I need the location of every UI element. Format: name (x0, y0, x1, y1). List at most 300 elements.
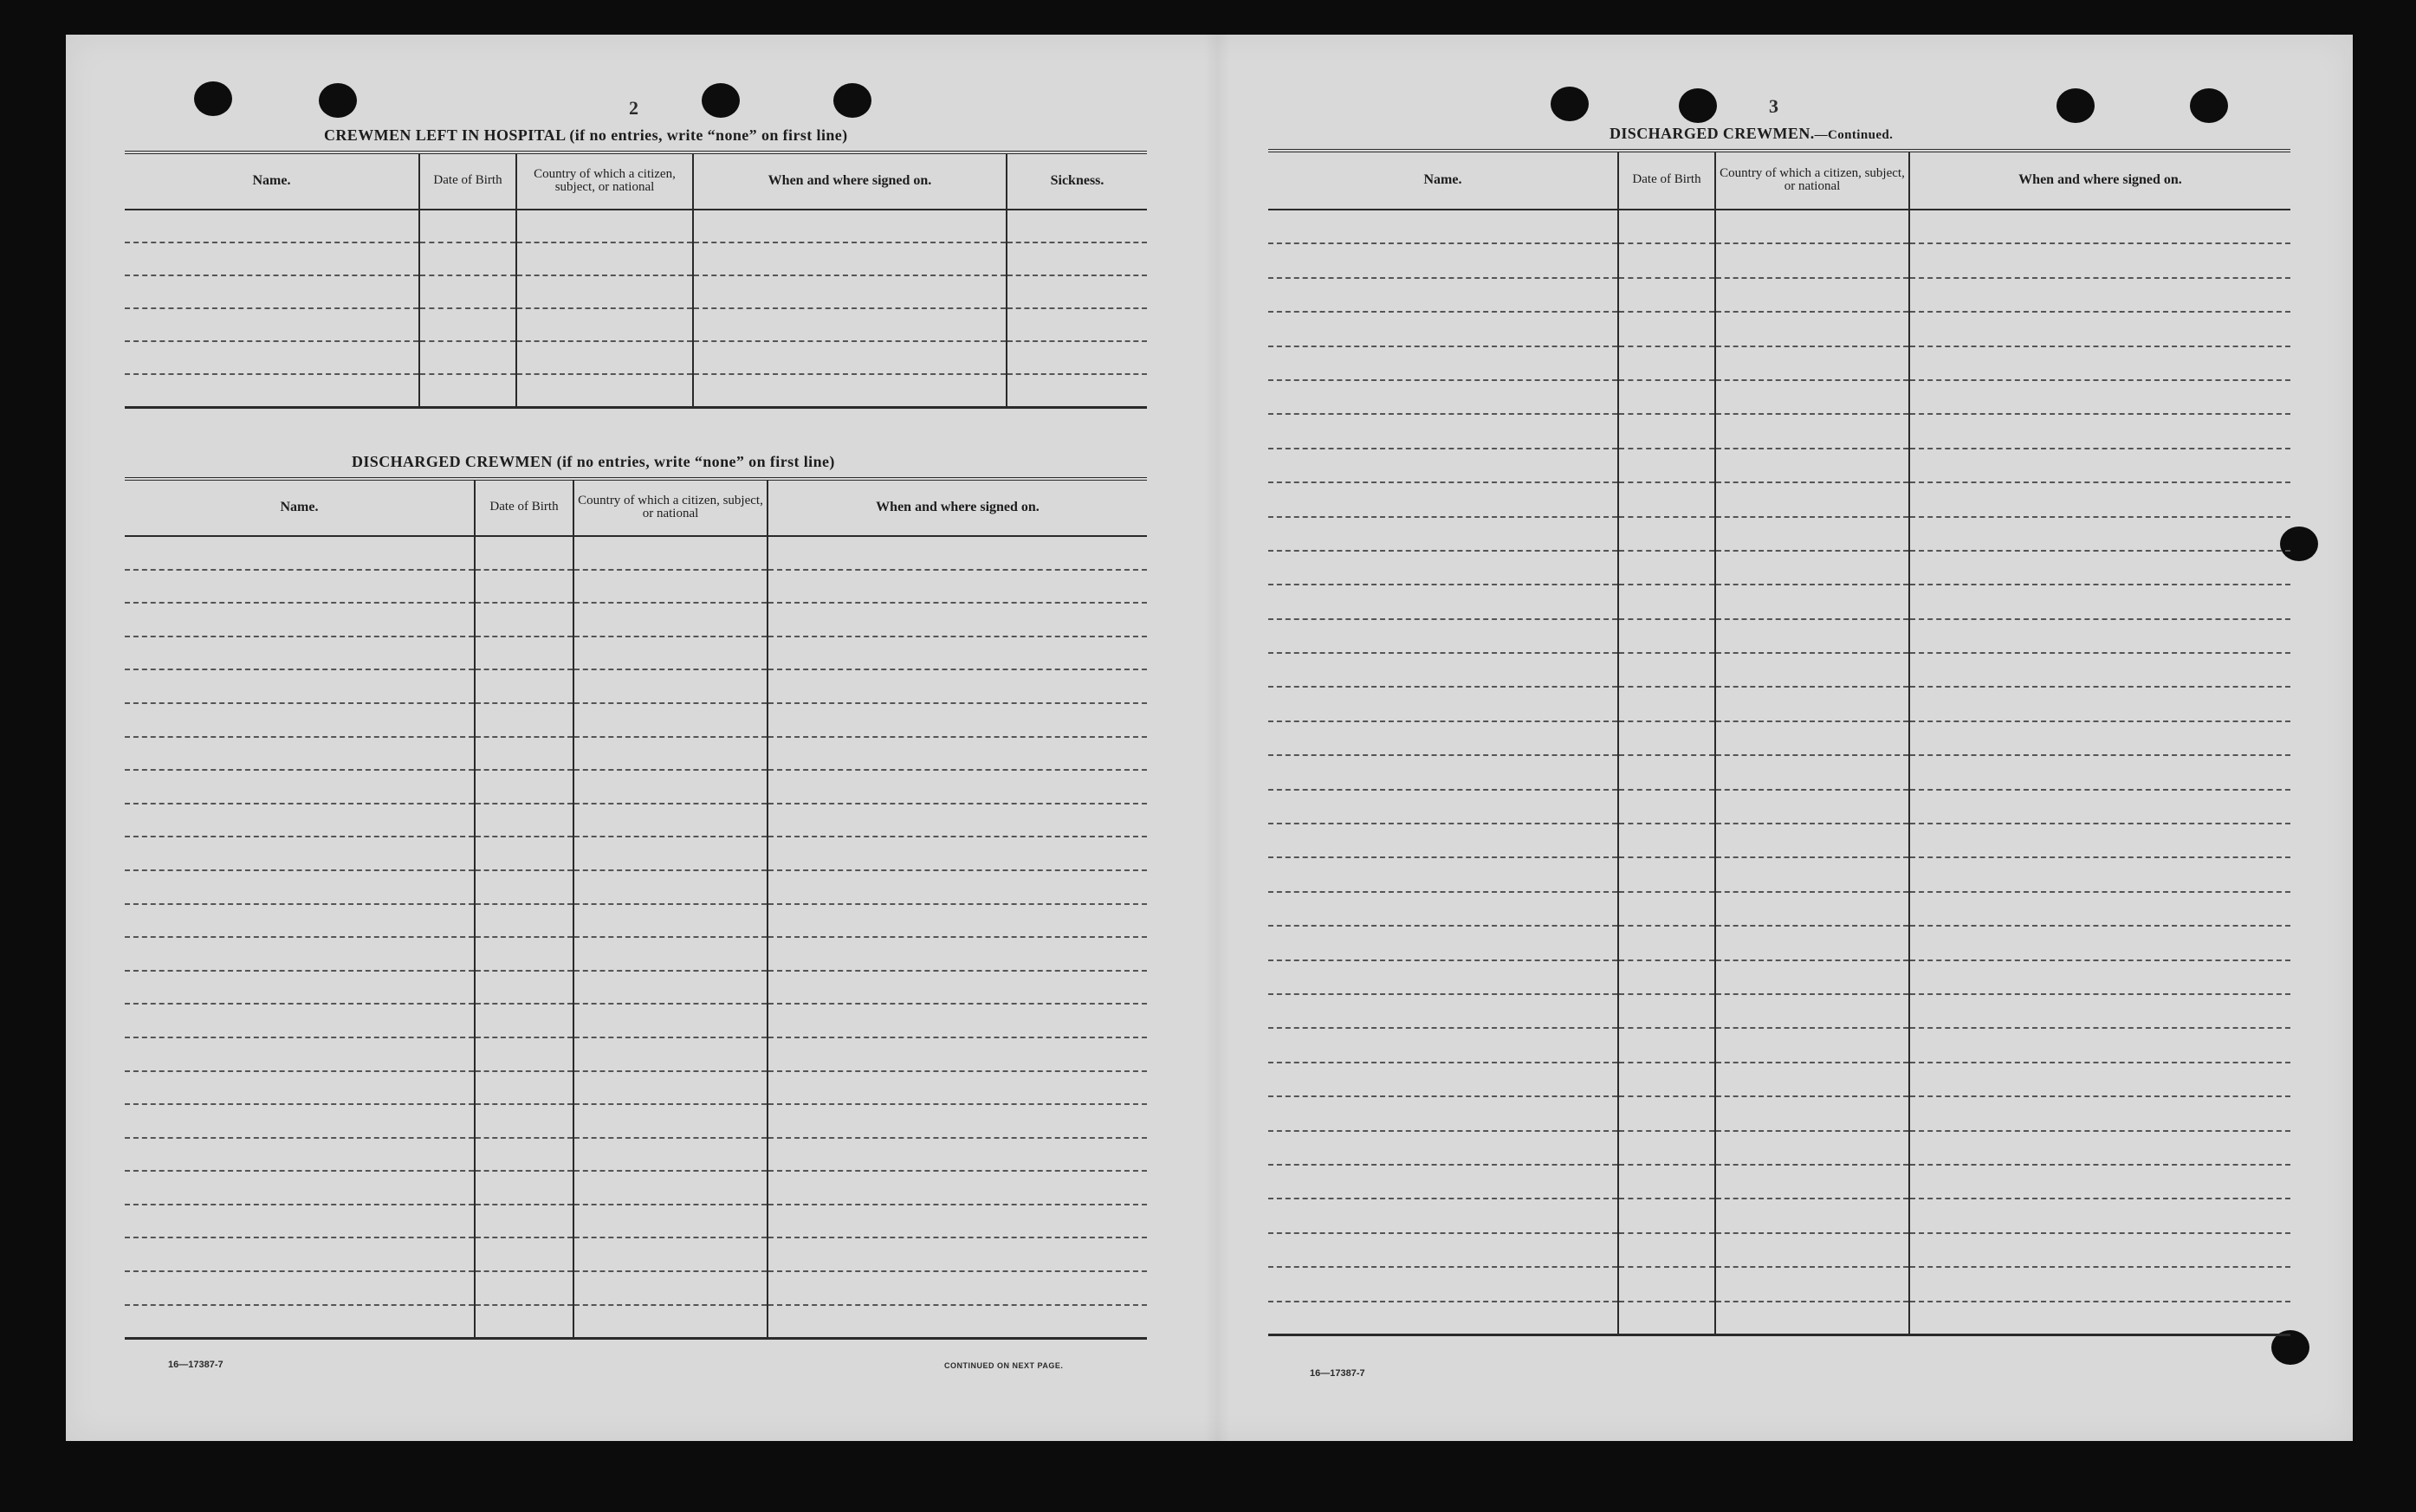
entry-row (125, 275, 1147, 308)
entry-cell (573, 1205, 768, 1238)
entry-row (125, 1004, 1147, 1037)
entry-cell (1268, 414, 1618, 448)
entry-row (1268, 721, 2290, 755)
entry-row (125, 737, 1147, 771)
entry-cell (768, 703, 1147, 737)
entry-cell (573, 1138, 768, 1172)
entry-cell (573, 570, 768, 604)
entry-cell (1909, 346, 2290, 380)
entry-row (125, 971, 1147, 1005)
entry-cell (768, 570, 1147, 604)
entry-cell (573, 1237, 768, 1271)
entry-cell (1715, 346, 1909, 380)
entry-cell (125, 837, 475, 870)
entry-cell (1618, 857, 1715, 891)
entry-cell (1268, 585, 1618, 618)
entry-cell (768, 1104, 1147, 1138)
entry-row (1268, 790, 2290, 824)
entry-cell (573, 770, 768, 804)
page-number-left: 2 (629, 97, 638, 119)
entry-row (1268, 551, 2290, 585)
entry-cell (125, 703, 475, 737)
entry-cell (1715, 1199, 1909, 1232)
entry-cell (475, 603, 573, 636)
entry-cell (1715, 1165, 1909, 1199)
entry-cell (1715, 1063, 1909, 1096)
discharged-table-left (125, 477, 1147, 1340)
column-header-country: Country of which a citizen, subject, or national (573, 479, 768, 536)
entry-cell (1618, 1131, 1715, 1165)
entry-cell (573, 804, 768, 837)
discharged-title-instruction: (if no entries, write “none” on first line) (556, 453, 835, 470)
entry-cell (768, 837, 1147, 870)
entry-cell (475, 837, 573, 870)
entry-cell (1618, 1233, 1715, 1267)
entry-row (125, 536, 1147, 570)
entry-cell (125, 1271, 475, 1305)
entry-cell (768, 770, 1147, 804)
entry-cell (1909, 653, 2290, 687)
punch-hole (702, 83, 740, 118)
entry-cell (1715, 1302, 1909, 1335)
entry-row (125, 242, 1147, 275)
entry-cell (693, 275, 1007, 308)
entry-cell (475, 971, 573, 1005)
entry-cell (1909, 414, 2290, 448)
entry-row (1268, 243, 2290, 277)
punch-hole (2057, 88, 2095, 123)
entry-cell (1268, 1063, 1618, 1096)
entry-cell (768, 1237, 1147, 1271)
entry-cell (768, 1138, 1147, 1172)
entry-cell (1715, 824, 1909, 857)
entry-cell (768, 669, 1147, 703)
entry-cell (516, 210, 693, 242)
entry-cell (1715, 892, 1909, 926)
entry-cell (125, 1205, 475, 1238)
entry-row (125, 374, 1147, 407)
entry-cell (1909, 278, 2290, 312)
entry-cell (768, 1271, 1147, 1305)
entry-cell (1618, 1199, 1715, 1232)
entry-cell (475, 636, 573, 670)
entry-row (125, 1205, 1147, 1238)
entry-cell (1715, 585, 1909, 618)
entry-cell (1715, 994, 1909, 1028)
entry-row (1268, 755, 2290, 789)
entry-cell (1909, 380, 2290, 414)
entry-cell (125, 275, 419, 308)
entry-row (125, 837, 1147, 870)
entry-cell (1007, 308, 1147, 341)
entry-cell (1909, 1199, 2290, 1232)
entry-row (125, 603, 1147, 636)
entry-row (1268, 1233, 2290, 1267)
entry-cell (1715, 551, 1909, 585)
entry-cell (419, 242, 516, 275)
entry-row (1268, 960, 2290, 994)
entry-cell (1268, 551, 1618, 585)
entry-cell (1268, 960, 1618, 994)
entry-cell (125, 1305, 475, 1339)
entry-cell (125, 1237, 475, 1271)
entry-cell (125, 870, 475, 904)
entry-cell (516, 374, 693, 407)
continued-label: —Continued. (1814, 128, 1894, 142)
entry-cell (1268, 926, 1618, 960)
entry-cell (125, 374, 419, 407)
entry-row (125, 636, 1147, 670)
entry-row (125, 308, 1147, 341)
entry-cell (573, 1171, 768, 1205)
entry-cell (125, 536, 475, 570)
entry-cell (1715, 278, 1909, 312)
entry-cell (1909, 1131, 2290, 1165)
entry-cell (1618, 1267, 1715, 1301)
entry-cell (1909, 619, 2290, 653)
entry-row (1268, 346, 2290, 380)
entry-cell (1715, 414, 1909, 448)
entry-cell (1618, 960, 1715, 994)
entry-cell (768, 536, 1147, 570)
form-number-right: 16—17387-7 (1310, 1368, 1365, 1379)
entry-cell (1618, 1302, 1715, 1335)
entry-row (125, 570, 1147, 604)
entry-cell (573, 636, 768, 670)
entry-row (1268, 1028, 2290, 1062)
entry-cell (1618, 926, 1715, 960)
entry-cell (768, 1004, 1147, 1037)
entry-row (1268, 1199, 2290, 1232)
entry-cell (768, 636, 1147, 670)
entry-cell (516, 275, 693, 308)
entry-cell (125, 341, 419, 374)
entry-cell (1715, 653, 1909, 687)
entry-cell (475, 1138, 573, 1172)
column-header-signed-on: When and where signed on. (1909, 151, 2290, 210)
entry-row (1268, 892, 2290, 926)
entry-row (1268, 994, 2290, 1028)
entry-cell (573, 669, 768, 703)
entry-cell (1715, 380, 1909, 414)
entry-cell (475, 1305, 573, 1339)
entry-cell (1268, 1233, 1618, 1267)
entry-cell (516, 341, 693, 374)
entry-row (1268, 449, 2290, 482)
column-header-date-of-birth: Date of Birth (475, 479, 573, 536)
hospital-title-instruction: (if no entries, write “none” on first line) (569, 126, 848, 144)
entry-cell (768, 870, 1147, 904)
entry-cell (1909, 1028, 2290, 1062)
entry-cell (475, 703, 573, 737)
entry-cell (1268, 1096, 1618, 1130)
entry-cell (1715, 517, 1909, 551)
entry-cell (1909, 482, 2290, 516)
entry-cell (1618, 380, 1715, 414)
entry-cell (1909, 790, 2290, 824)
punch-hole (2190, 88, 2228, 123)
entry-cell (125, 1104, 475, 1138)
entry-cell (1715, 1096, 1909, 1130)
entry-cell (1268, 790, 1618, 824)
entry-cell (1618, 551, 1715, 585)
punch-hole (1551, 87, 1589, 121)
entry-cell (125, 308, 419, 341)
entry-cell (125, 603, 475, 636)
entry-cell (768, 1071, 1147, 1105)
entry-cell (475, 1037, 573, 1071)
entry-cell (573, 1271, 768, 1305)
entry-cell (1909, 517, 2290, 551)
discharged-section-title (352, 453, 835, 471)
column-header-country: Country of which a citizen, subject, or national (516, 152, 693, 210)
entry-cell (1909, 210, 2290, 243)
entry-cell (573, 904, 768, 938)
entry-cell (125, 1037, 475, 1071)
entry-cell (125, 770, 475, 804)
entry-cell (1007, 275, 1147, 308)
entry-cell (125, 971, 475, 1005)
entry-cell (1007, 210, 1147, 242)
entry-cell (516, 308, 693, 341)
entry-cell (1909, 243, 2290, 277)
entry-cell (1268, 1302, 1618, 1335)
discharged-continued-text: DISCHARGED CREWMEN. (1610, 125, 1815, 142)
entry-cell (1618, 1096, 1715, 1130)
entry-row (1268, 857, 2290, 891)
entry-cell (1715, 312, 1909, 346)
punch-hole (1679, 88, 1717, 123)
entry-cell (768, 1171, 1147, 1205)
entry-cell (573, 1037, 768, 1071)
entry-cell (475, 937, 573, 971)
entry-cell (1715, 721, 1909, 755)
entry-cell (1268, 653, 1618, 687)
entry-cell (1715, 687, 1909, 720)
entry-cell (419, 308, 516, 341)
entry-cell (1268, 1267, 1618, 1301)
entry-cell (573, 1104, 768, 1138)
entry-cell (1268, 1028, 1618, 1062)
entry-cell (1909, 1063, 2290, 1096)
entry-cell (1715, 755, 1909, 789)
entry-cell (1268, 1199, 1618, 1232)
discharged-title-text: DISCHARGED CREWMEN (352, 453, 553, 470)
entry-row (125, 1138, 1147, 1172)
entry-cell (1909, 755, 2290, 789)
entry-cell (573, 971, 768, 1005)
entry-row (1268, 585, 2290, 618)
entry-row (1268, 619, 2290, 653)
entry-cell (475, 1271, 573, 1305)
entry-cell (1909, 1302, 2290, 1335)
entry-cell (475, 1171, 573, 1205)
punch-hole (319, 83, 357, 118)
entry-cell (1715, 926, 1909, 960)
entry-row (125, 904, 1147, 938)
entry-row (125, 1104, 1147, 1138)
entry-cell (1268, 824, 1618, 857)
entry-cell (1715, 210, 1909, 243)
entry-cell (1007, 242, 1147, 275)
entry-cell (1909, 857, 2290, 891)
entry-row (125, 1237, 1147, 1271)
entry-cell (693, 242, 1007, 275)
entry-cell (1909, 585, 2290, 618)
entry-cell (768, 904, 1147, 938)
entry-row (125, 669, 1147, 703)
entry-cell (1268, 1165, 1618, 1199)
entry-cell (1268, 243, 1618, 277)
entry-cell (1268, 687, 1618, 720)
entry-cell (1007, 341, 1147, 374)
punch-hole (833, 83, 871, 118)
entry-cell (1715, 1267, 1909, 1301)
entry-cell (1618, 312, 1715, 346)
entry-row (125, 804, 1147, 837)
column-header-name: Name. (125, 479, 475, 536)
entry-cell (1268, 346, 1618, 380)
entry-cell (1909, 687, 2290, 720)
entry-cell (1618, 1063, 1715, 1096)
entry-row (1268, 1165, 2290, 1199)
entry-cell (1268, 994, 1618, 1028)
entry-row (125, 937, 1147, 971)
column-header-signed-on: When and where signed on. (693, 152, 1007, 210)
entry-row (125, 870, 1147, 904)
entry-cell (768, 804, 1147, 837)
entry-cell (125, 636, 475, 670)
entry-cell (1618, 449, 1715, 482)
column-header-name: Name. (1268, 151, 1618, 210)
entry-row (125, 703, 1147, 737)
entry-cell (125, 210, 419, 242)
entry-cell (573, 837, 768, 870)
entry-cell (419, 210, 516, 242)
entry-cell (475, 770, 573, 804)
entry-cell (419, 341, 516, 374)
entry-cell (1909, 1233, 2290, 1267)
entry-cell (573, 870, 768, 904)
continued-note: CONTINUED ON NEXT PAGE. (944, 1361, 1064, 1370)
entry-cell (1715, 243, 1909, 277)
entry-cell (1618, 687, 1715, 720)
entry-cell (1909, 960, 2290, 994)
entry-cell (1618, 892, 1715, 926)
entry-cell (1268, 721, 1618, 755)
entry-cell (1268, 449, 1618, 482)
entry-row (1268, 278, 2290, 312)
entry-cell (1618, 346, 1715, 380)
column-header-country: Country of which a citizen, subject, or national (1715, 151, 1909, 210)
entry-cell (1268, 755, 1618, 789)
entry-cell (1268, 482, 1618, 516)
entry-cell (573, 1071, 768, 1105)
entry-cell (1268, 210, 1618, 243)
entry-cell (573, 737, 768, 771)
entry-row (1268, 482, 2290, 516)
entry-cell (573, 1305, 768, 1339)
entry-cell (1715, 857, 1909, 891)
entry-cell (1618, 585, 1715, 618)
entry-cell (768, 971, 1147, 1005)
entry-cell (1618, 517, 1715, 551)
entry-row (125, 210, 1147, 242)
entry-cell (1715, 1028, 1909, 1062)
entry-cell (1715, 482, 1909, 516)
entry-row (1268, 1267, 2290, 1301)
entry-cell (475, 1071, 573, 1105)
entry-cell (1909, 449, 2290, 482)
entry-cell (125, 737, 475, 771)
entry-cell (475, 570, 573, 604)
entry-cell (419, 374, 516, 407)
entry-cell (1618, 278, 1715, 312)
entry-cell (125, 1071, 475, 1105)
column-header-name: Name. (125, 152, 419, 210)
entry-cell (125, 242, 419, 275)
entry-cell (1909, 1165, 2290, 1199)
entry-row (1268, 926, 2290, 960)
entry-cell (475, 870, 573, 904)
form-sheet (66, 35, 2353, 1441)
entry-row (125, 770, 1147, 804)
entry-cell (1909, 1267, 2290, 1301)
entry-cell (1909, 824, 2290, 857)
entry-cell (693, 308, 1007, 341)
column-header-date-of-birth: Date of Birth (419, 152, 516, 210)
entry-cell (693, 341, 1007, 374)
entry-cell (419, 275, 516, 308)
entry-cell (1909, 312, 2290, 346)
entry-cell (1618, 1165, 1715, 1199)
entry-cell (768, 1205, 1147, 1238)
entry-cell (573, 703, 768, 737)
entry-row (125, 1171, 1147, 1205)
entry-cell (573, 1004, 768, 1037)
entry-cell (768, 1305, 1147, 1339)
entry-cell (475, 804, 573, 837)
entry-row (1268, 1096, 2290, 1130)
entry-cell (1909, 926, 2290, 960)
discharged-continued-title (1610, 125, 1893, 143)
entry-cell (1618, 790, 1715, 824)
hospital-table (125, 151, 1147, 409)
form-number-left: 16—17387-7 (168, 1360, 223, 1370)
column-header-date-of-birth: Date of Birth (1618, 151, 1715, 210)
entry-cell (1007, 374, 1147, 407)
entry-row (125, 1305, 1147, 1339)
entry-cell (125, 1138, 475, 1172)
entry-cell (125, 904, 475, 938)
entry-row (1268, 1063, 2290, 1096)
entry-row (125, 341, 1147, 374)
entry-cell (1268, 892, 1618, 926)
entry-cell (475, 1237, 573, 1271)
entry-cell (125, 570, 475, 604)
entry-cell (1268, 619, 1618, 653)
entry-row (1268, 1302, 2290, 1335)
entry-cell (573, 536, 768, 570)
entry-cell (1618, 1028, 1715, 1062)
entry-cell (125, 804, 475, 837)
entry-cell (475, 737, 573, 771)
entry-cell (1618, 721, 1715, 755)
entry-cell (1268, 312, 1618, 346)
entry-cell (1618, 414, 1715, 448)
entry-cell (1618, 994, 1715, 1028)
entry-cell (125, 1171, 475, 1205)
